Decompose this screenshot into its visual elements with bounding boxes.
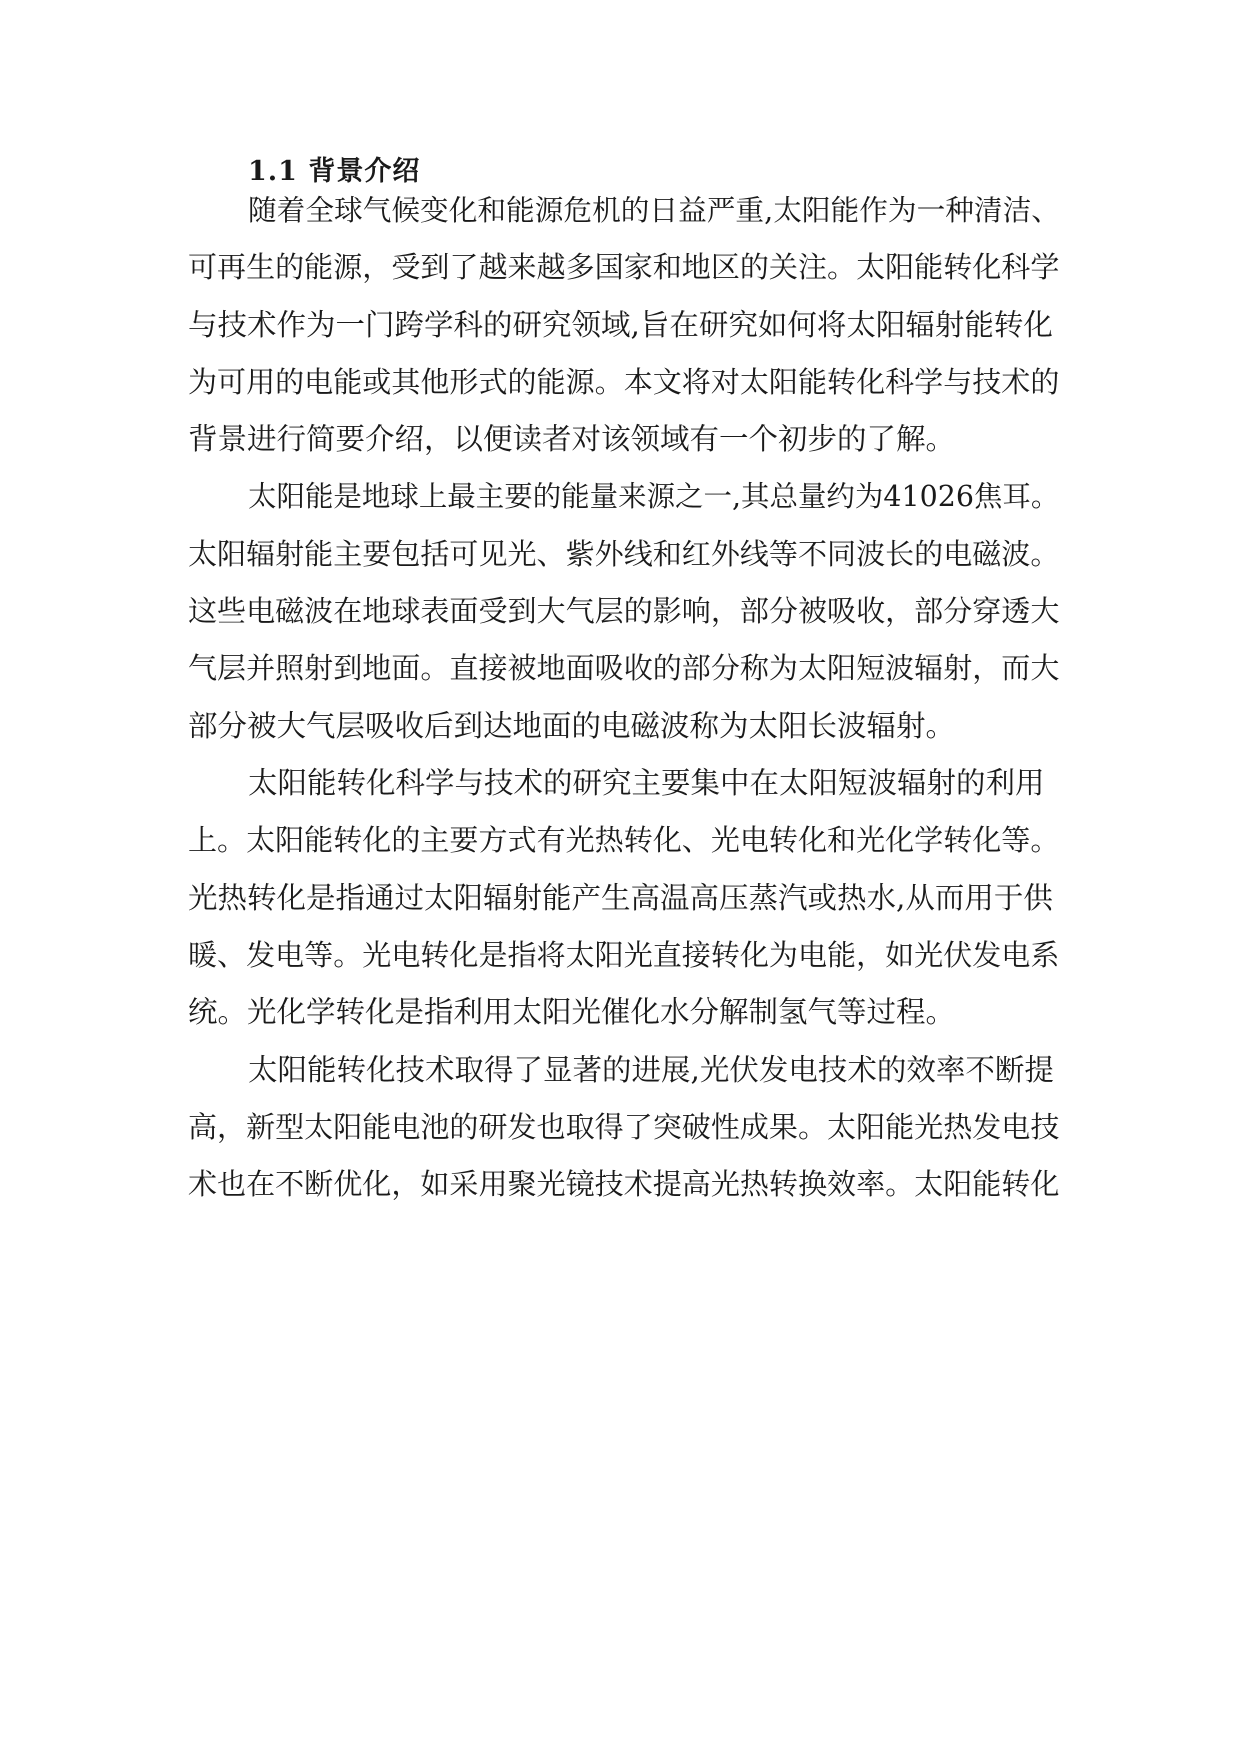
text-line: 暖、发电等。光电转化是指将太阳光直接转化为电能，如光伏发电系 bbox=[188, 937, 1060, 972]
text-line: 太阳辐射能主要包括可见光、紫外线和红外线等不同波长的电磁波。 bbox=[188, 536, 1060, 571]
text-line: 光热转化是指通过太阳辐射能产生高温高压蒸汽或热水,从而用于供 bbox=[188, 880, 1053, 915]
paragraph-first-line: 随着全球气候变化和能源危机的日益严重,太阳能作为一种清洁、 bbox=[248, 193, 1060, 227]
text-line: 统。光化学转化是指利用太阳光催化水分解制氢气等过程。 bbox=[188, 995, 956, 1030]
text-line: 上。太阳能转化的主要方式有光热转化、光电转化和光化学转化等。 bbox=[188, 823, 1060, 858]
text-line: 可再生的能源，受到了越来越多国家和地区的关注。太阳能转化科学 bbox=[188, 250, 1060, 285]
text-line: 为可用的电能或其他形式的能源。本文将对太阳能转化科学与技术的 bbox=[188, 364, 1060, 399]
text-line: 背景进行简要介绍，以便读者对该领域有一个初步的了解。 bbox=[188, 422, 956, 457]
text-line: 术也在不断优化，如采用聚光镜技术提高光热转换效率。太阳能转化 bbox=[188, 1167, 1060, 1202]
paragraph-first-line: 太阳能是地球上最主要的能量来源之一,其总量约为41026焦耳。 bbox=[248, 479, 1060, 513]
paragraph-first-line: 太阳能转化技术取得了显著的进展,光伏发电技术的效率不断提 bbox=[248, 1052, 1054, 1087]
text-line: 高，新型太阳能电池的研发也取得了突破性成果。太阳能光热发电技 bbox=[188, 1109, 1060, 1144]
text-line: 这些电磁波在地球表面受到大气层的影响，部分被吸收，部分穿透大 bbox=[188, 594, 1060, 629]
paragraph-first-line: 太阳能转化科学与技术的研究主要集中在太阳短波辐射的利用 bbox=[248, 766, 1045, 800]
section-heading: 1.1 背景介绍 bbox=[248, 156, 421, 187]
text-line: 部分被大气层吸收后到达地面的电磁波称为太阳长波辐射。 bbox=[188, 708, 956, 743]
text-line: 气层并照射到地面。直接被地面吸收的部分称为太阳短波辐射，而大 bbox=[188, 651, 1060, 686]
text-line: 与技术作为一门跨学科的研究领域,旨在研究如何将太阳辐射能转化 bbox=[188, 307, 1053, 342]
